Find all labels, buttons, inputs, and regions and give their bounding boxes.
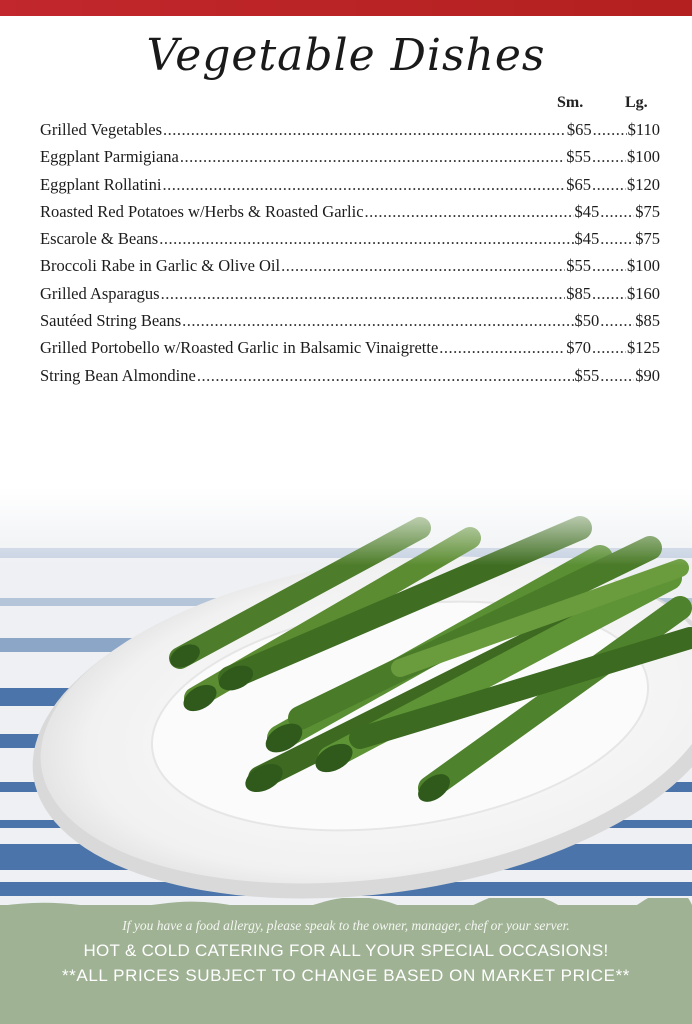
price-large: $110 <box>627 120 660 139</box>
menu-item <box>40 147 660 174</box>
price-small: $85 <box>566 283 591 303</box>
price-disclaimer: **ALL PRICES SUBJECT TO CHANGE BASED ON MARKET PRICE** <box>61 966 631 985</box>
price-large: $75 <box>635 229 660 249</box>
price-large: $75 <box>635 201 660 221</box>
menu-item <box>40 229 660 256</box>
item-name: Grilled Portobello w/Roasted Garlic in Balsamic Vinaigrette <box>40 338 439 358</box>
price-large: $85 <box>635 311 660 331</box>
price-large: $100 <box>627 147 660 167</box>
item-name: Broccoli Rabe in Garlic & Olive Oil <box>40 256 281 276</box>
item-name: Roasted Red Potatoes w/Herbs & Roasted Garlic <box>40 201 364 221</box>
menu-item <box>40 338 660 365</box>
price-large: $90 <box>635 365 660 385</box>
price-small: $45 <box>574 201 600 221</box>
catering-note: HOT & COLD CATERING FOR ALL YOUR SPECIAL OCCASIONS! <box>83 941 609 960</box>
price-small: $50 <box>574 311 600 331</box>
price-small: $55 <box>574 365 600 385</box>
item-name: Eggplant Parmigiana <box>40 147 179 167</box>
item-name: Escarole & Beans <box>40 229 159 249</box>
column-header-small: Sm. <box>557 94 584 111</box>
price-small: $65 <box>566 120 592 139</box>
menu-item <box>40 366 660 393</box>
menu-item <box>40 256 660 283</box>
item-name: Sautéed String Beans <box>40 311 182 331</box>
item-name: Grilled Vegetables <box>40 120 163 139</box>
price-large: $100 <box>627 256 660 276</box>
page-title: Vegetable Dishes <box>146 30 546 81</box>
menu-item <box>40 284 660 311</box>
item-name: String Bean Almondine <box>40 365 196 385</box>
price-small: $65 <box>566 174 591 194</box>
price-large: $120 <box>627 174 660 194</box>
menu-item <box>40 311 660 338</box>
price-small: $55 <box>566 147 591 167</box>
column-header-large: Lg. <box>625 94 648 111</box>
item-name: Eggplant Rollatini <box>40 174 162 194</box>
price-small: $70 <box>566 338 591 358</box>
price-large: $125 <box>627 338 660 358</box>
menu-item <box>40 120 660 147</box>
price-small: $45 <box>574 229 600 249</box>
item-name: Grilled Asparagus <box>40 283 160 303</box>
menu-item <box>40 175 660 202</box>
menu-item <box>40 202 660 229</box>
asparagus-photo <box>0 488 692 918</box>
price-large: $160 <box>627 283 660 303</box>
price-small: $55 <box>566 256 591 276</box>
allergy-note: If you have a food allergy, please speak to the owner, manager, chef or your server. <box>122 918 570 933</box>
top-accent-bar <box>0 0 692 16</box>
menu-list <box>40 120 660 393</box>
